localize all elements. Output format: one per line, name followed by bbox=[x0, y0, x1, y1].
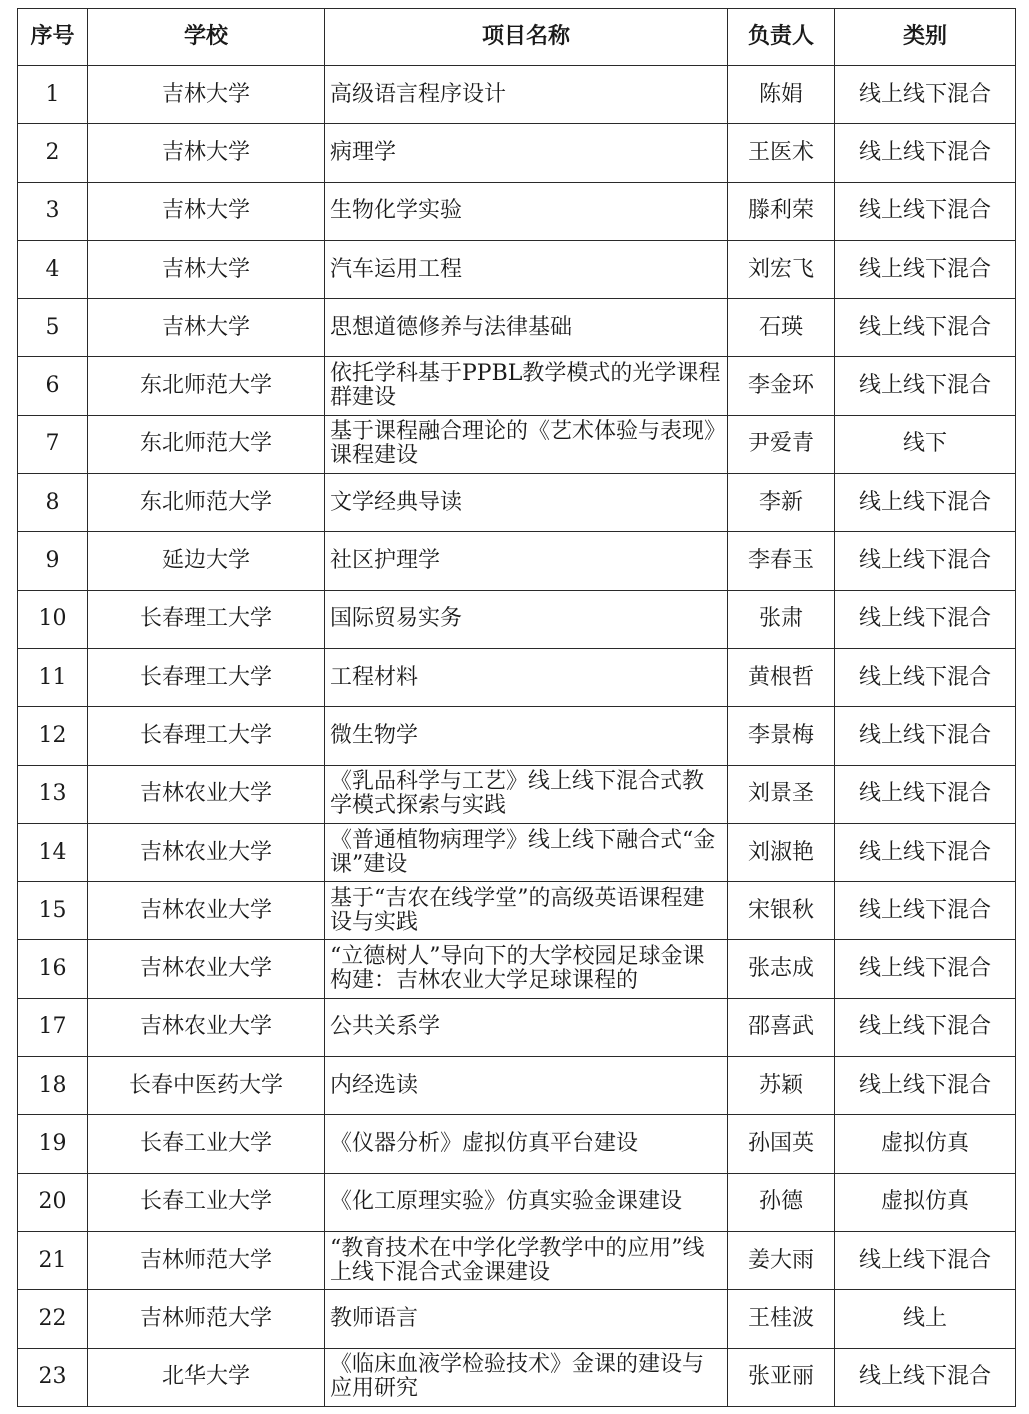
cell-category: 线上线下混合 bbox=[835, 124, 1016, 182]
table-row bbox=[18, 182, 1016, 240]
cell-seq: 6 bbox=[18, 357, 88, 415]
cell-seq: 13 bbox=[18, 765, 88, 823]
cell-seq: 11 bbox=[18, 648, 88, 706]
cell-category: 线上线下混合 bbox=[835, 940, 1016, 998]
cell-school: 吉林农业大学 bbox=[88, 998, 325, 1056]
cell-leader: 王桂波 bbox=[728, 1290, 835, 1348]
cell-project: 公共关系学 bbox=[325, 998, 728, 1056]
table-row bbox=[18, 648, 1016, 706]
cell-project: “立德树人”导向下的大学校园足球金课构建：吉林农业大学足球课程的 bbox=[325, 940, 728, 998]
cell-seq: 10 bbox=[18, 590, 88, 648]
cell-project: 工程材料 bbox=[325, 648, 728, 706]
table-row bbox=[18, 124, 1016, 182]
cell-school: 吉林师范大学 bbox=[88, 1231, 325, 1289]
cell-category: 线上线下混合 bbox=[835, 299, 1016, 357]
table-row bbox=[18, 1231, 1016, 1289]
cell-leader: 刘景圣 bbox=[728, 765, 835, 823]
cell-seq: 22 bbox=[18, 1290, 88, 1348]
cell-school: 长春理工大学 bbox=[88, 590, 325, 648]
cell-seq: 18 bbox=[18, 1057, 88, 1115]
cell-project: “教育技术在中学化学教学中的应用”线上线下混合式金课建设 bbox=[325, 1231, 728, 1289]
cell-leader: 滕利荣 bbox=[728, 182, 835, 240]
cell-category: 线上线下混合 bbox=[835, 182, 1016, 240]
cell-leader: 李新 bbox=[728, 474, 835, 532]
cell-school: 长春理工大学 bbox=[88, 648, 325, 706]
cell-seq: 16 bbox=[18, 940, 88, 998]
cell-project: 基于课程融合理论的《艺术体验与表现》课程建设 bbox=[325, 415, 728, 473]
cell-category: 线上线下混合 bbox=[835, 707, 1016, 765]
cell-category: 线下 bbox=[835, 415, 1016, 473]
cell-project: 基于“吉农在线学堂”的高级英语课程建设与实践 bbox=[325, 882, 728, 940]
cell-leader: 张肃 bbox=[728, 590, 835, 648]
cell-school: 长春理工大学 bbox=[88, 707, 325, 765]
cell-leader: 张志成 bbox=[728, 940, 835, 998]
cell-school: 吉林大学 bbox=[88, 240, 325, 298]
cell-school: 长春工业大学 bbox=[88, 1115, 325, 1173]
cell-project: 文学经典导读 bbox=[325, 474, 728, 532]
table-row bbox=[18, 765, 1016, 823]
table-row bbox=[18, 1290, 1016, 1348]
cell-leader: 苏颖 bbox=[728, 1057, 835, 1115]
cell-category: 线上线下混合 bbox=[835, 765, 1016, 823]
cell-project: 《化工原理实验》仿真实验金课建设 bbox=[325, 1173, 728, 1231]
cell-seq: 19 bbox=[18, 1115, 88, 1173]
cell-category: 线上线下混合 bbox=[835, 357, 1016, 415]
table-row bbox=[18, 357, 1016, 415]
cell-category: 虚拟仿真 bbox=[835, 1173, 1016, 1231]
header-school: 学校 bbox=[88, 9, 325, 66]
cell-project: 生物化学实验 bbox=[325, 182, 728, 240]
cell-project: 依托学科基于PPBL教学模式的光学课程群建设 bbox=[325, 357, 728, 415]
cell-project: 社区护理学 bbox=[325, 532, 728, 590]
cell-school: 东北师范大学 bbox=[88, 357, 325, 415]
table-row bbox=[18, 474, 1016, 532]
cell-leader: 陈娟 bbox=[728, 66, 835, 124]
table-row bbox=[18, 1173, 1016, 1231]
cell-leader: 李春玉 bbox=[728, 532, 835, 590]
cell-leader: 邵喜武 bbox=[728, 998, 835, 1056]
cell-seq: 15 bbox=[18, 882, 88, 940]
cell-school: 北华大学 bbox=[88, 1348, 325, 1406]
header-seq: 序号 bbox=[18, 9, 88, 66]
cell-leader: 李金环 bbox=[728, 357, 835, 415]
cell-category: 线上线下混合 bbox=[835, 823, 1016, 881]
cell-seq: 14 bbox=[18, 823, 88, 881]
cell-category: 线上线下混合 bbox=[835, 474, 1016, 532]
cell-project: 教师语言 bbox=[325, 1290, 728, 1348]
cell-school: 吉林师范大学 bbox=[88, 1290, 325, 1348]
cell-school: 东北师范大学 bbox=[88, 415, 325, 473]
cell-category: 线上线下混合 bbox=[835, 882, 1016, 940]
cell-project: 国际贸易实务 bbox=[325, 590, 728, 648]
cell-school: 吉林大学 bbox=[88, 66, 325, 124]
cell-school: 长春中医药大学 bbox=[88, 1057, 325, 1115]
table-row bbox=[18, 1348, 1016, 1406]
cell-project: 《普通植物病理学》线上线下融合式“金课”建设 bbox=[325, 823, 728, 881]
cell-seq: 8 bbox=[18, 474, 88, 532]
cell-school: 吉林大学 bbox=[88, 124, 325, 182]
table-row bbox=[18, 823, 1016, 881]
cell-leader: 黄根哲 bbox=[728, 648, 835, 706]
cell-leader: 刘淑艳 bbox=[728, 823, 835, 881]
cell-category: 线上线下混合 bbox=[835, 532, 1016, 590]
table-header bbox=[18, 9, 1016, 66]
cell-leader: 孙国英 bbox=[728, 1115, 835, 1173]
cell-school: 延边大学 bbox=[88, 532, 325, 590]
cell-category: 虚拟仿真 bbox=[835, 1115, 1016, 1173]
header-category: 类别 bbox=[835, 9, 1016, 66]
cell-seq: 23 bbox=[18, 1348, 88, 1406]
cell-school: 吉林农业大学 bbox=[88, 765, 325, 823]
cell-seq: 2 bbox=[18, 124, 88, 182]
cell-project: 内经选读 bbox=[325, 1057, 728, 1115]
cell-project: 思想道德修养与法律基础 bbox=[325, 299, 728, 357]
table-body bbox=[18, 66, 1016, 1407]
cell-seq: 4 bbox=[18, 240, 88, 298]
table-row bbox=[18, 590, 1016, 648]
table-row bbox=[18, 1057, 1016, 1115]
table-row bbox=[18, 882, 1016, 940]
table-row bbox=[18, 707, 1016, 765]
cell-leader: 姜大雨 bbox=[728, 1231, 835, 1289]
cell-project: 《仪器分析》虚拟仿真平台建设 bbox=[325, 1115, 728, 1173]
cell-seq: 5 bbox=[18, 299, 88, 357]
cell-leader: 李景梅 bbox=[728, 707, 835, 765]
cell-leader: 王医术 bbox=[728, 124, 835, 182]
table-row bbox=[18, 299, 1016, 357]
cell-leader: 张亚丽 bbox=[728, 1348, 835, 1406]
cell-category: 线上线下混合 bbox=[835, 590, 1016, 648]
cell-category: 线上 bbox=[835, 1290, 1016, 1348]
cell-category: 线上线下混合 bbox=[835, 66, 1016, 124]
project-table bbox=[17, 8, 1016, 1407]
table-row bbox=[18, 66, 1016, 124]
cell-category: 线上线下混合 bbox=[835, 1348, 1016, 1406]
header-project: 项目名称 bbox=[325, 9, 728, 66]
cell-project: 高级语言程序设计 bbox=[325, 66, 728, 124]
cell-school: 吉林农业大学 bbox=[88, 823, 325, 881]
table-row bbox=[18, 532, 1016, 590]
cell-school: 东北师范大学 bbox=[88, 474, 325, 532]
table-row bbox=[18, 940, 1016, 998]
cell-category: 线上线下混合 bbox=[835, 998, 1016, 1056]
cell-project: 汽车运用工程 bbox=[325, 240, 728, 298]
cell-category: 线上线下混合 bbox=[835, 648, 1016, 706]
cell-project: 《乳品科学与工艺》线上线下混合式教学模式探索与实践 bbox=[325, 765, 728, 823]
cell-seq: 20 bbox=[18, 1173, 88, 1231]
header-row bbox=[18, 9, 1016, 66]
cell-school: 长春工业大学 bbox=[88, 1173, 325, 1231]
header-leader: 负责人 bbox=[728, 9, 835, 66]
cell-project: 《临床血液学检验技术》金课的建设与应用研究 bbox=[325, 1348, 728, 1406]
cell-leader: 孙德 bbox=[728, 1173, 835, 1231]
cell-seq: 17 bbox=[18, 998, 88, 1056]
cell-seq: 3 bbox=[18, 182, 88, 240]
cell-leader: 刘宏飞 bbox=[728, 240, 835, 298]
table-row bbox=[18, 998, 1016, 1056]
cell-seq: 12 bbox=[18, 707, 88, 765]
cell-school: 吉林农业大学 bbox=[88, 940, 325, 998]
cell-seq: 9 bbox=[18, 532, 88, 590]
cell-category: 线上线下混合 bbox=[835, 240, 1016, 298]
table-row bbox=[18, 1115, 1016, 1173]
table-row bbox=[18, 240, 1016, 298]
cell-school: 吉林大学 bbox=[88, 299, 325, 357]
cell-category: 线上线下混合 bbox=[835, 1231, 1016, 1289]
cell-school: 吉林大学 bbox=[88, 182, 325, 240]
cell-leader: 石瑛 bbox=[728, 299, 835, 357]
cell-leader: 宋银秋 bbox=[728, 882, 835, 940]
cell-category: 线上线下混合 bbox=[835, 1057, 1016, 1115]
cell-project: 病理学 bbox=[325, 124, 728, 182]
cell-leader: 尹爱青 bbox=[728, 415, 835, 473]
cell-school: 吉林农业大学 bbox=[88, 882, 325, 940]
cell-seq: 1 bbox=[18, 66, 88, 124]
cell-seq: 7 bbox=[18, 415, 88, 473]
table-row bbox=[18, 415, 1016, 473]
cell-seq: 21 bbox=[18, 1231, 88, 1289]
cell-project: 微生物学 bbox=[325, 707, 728, 765]
